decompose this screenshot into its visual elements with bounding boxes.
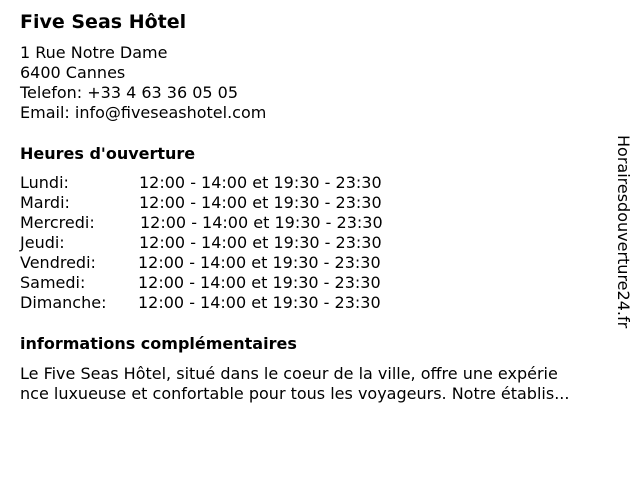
contact-info	[20, 43, 266, 123]
day-label: Lundi:	[20, 173, 69, 192]
opening-hours-heading: Heures d'ouverture	[20, 144, 196, 163]
site-watermark: Horairesdouverture24.fr	[614, 135, 633, 329]
day-label: Mercredi:	[20, 213, 95, 232]
hotel-description	[20, 364, 610, 404]
day-label: Mardi:	[20, 193, 70, 212]
hours-row-wednesday	[20, 213, 440, 233]
hours-row-thursday	[20, 233, 440, 253]
description-line: nce luxueuse et confortable pour tous les voyageurs. Notre établis...	[20, 384, 570, 403]
day-label: Vendredi:	[20, 253, 96, 272]
time-range: 12:00 - 14:00 et 19:30 - 23:30	[139, 193, 382, 212]
description-line: Le Five Seas Hôtel, situé dans le coeur de la ville, offre une expérie	[20, 364, 558, 383]
hours-row-monday	[20, 173, 440, 193]
hours-row-sunday	[20, 293, 440, 313]
hours-row-friday	[20, 253, 440, 273]
time-range: 12:00 - 14:00 et 19:30 - 23:30	[139, 173, 382, 192]
day-label: Dimanche:	[20, 293, 107, 312]
time-range: 12:00 - 14:00 et 19:30 - 23:30	[138, 253, 381, 272]
hours-row-saturday	[20, 273, 440, 293]
time-range: 12:00 - 14:00 et 19:30 - 23:30	[138, 273, 381, 292]
opening-hours-table	[20, 173, 440, 313]
day-label: Samedi:	[20, 273, 86, 292]
hours-row-tuesday	[20, 193, 440, 213]
time-range: 12:00 - 14:00 et 19:30 - 23:30	[139, 233, 382, 252]
address-street: 1 Rue Notre Dame	[20, 43, 168, 62]
phone-number: Telefon: +33 4 63 36 05 05	[20, 83, 239, 102]
address-city: 6400 Cannes	[20, 63, 126, 82]
time-range: 12:00 - 14:00 et 19:30 - 23:30	[138, 293, 381, 312]
additional-info-heading: informations complémentaires	[20, 334, 297, 353]
hotel-name: Five Seas Hôtel	[20, 11, 187, 33]
time-range: 12:00 - 14:00 et 19:30 - 23:30	[140, 213, 383, 232]
email-address: Email: info@fiveseashotel.com	[20, 103, 267, 122]
day-label: Jeudi:	[20, 233, 65, 252]
